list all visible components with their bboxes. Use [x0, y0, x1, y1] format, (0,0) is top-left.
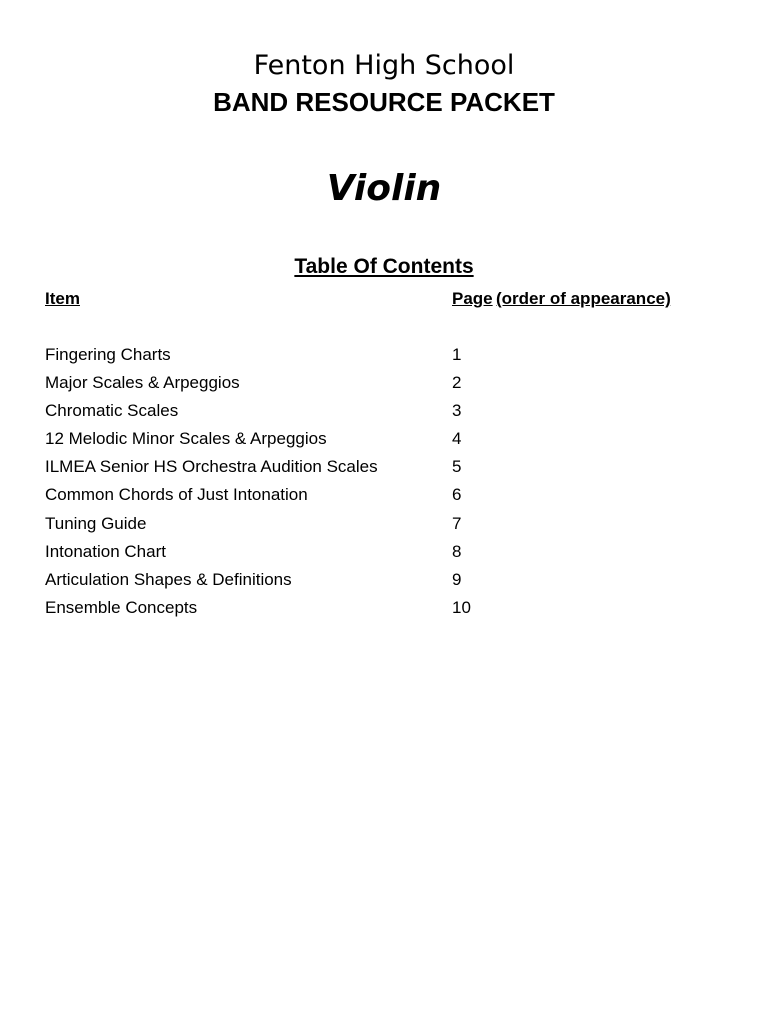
toc-entry-name: 12 Melodic Minor Scales & Arpeggios	[45, 429, 327, 449]
toc-entry	[0, 511, 768, 539]
toc-entry	[0, 398, 768, 426]
toc-entry-name: Ensemble Concepts	[45, 597, 198, 617]
toc-entry	[0, 370, 768, 398]
toc-entry-name: Major Scales & Arpeggios	[45, 373, 240, 393]
toc-entry-name: ILMEA Senior HS Orchestra Audition Scales	[45, 457, 378, 477]
toc-entry-name: Fingering Charts	[45, 345, 171, 364]
toc-entry-page: 4	[452, 429, 462, 449]
toc-entry	[0, 595, 768, 623]
toc-list	[0, 342, 768, 623]
toc-entry-page: 5	[452, 457, 462, 477]
page-column-header: Page	[452, 289, 493, 308]
item-column-header: Item	[45, 289, 80, 308]
toc-entry	[0, 482, 768, 510]
toc-entry	[0, 342, 768, 370]
toc-heading: Table Of Contents	[294, 255, 474, 278]
instrument-title: Violin	[326, 168, 442, 209]
toc-entry-page: 3	[452, 401, 462, 421]
toc-entry-name: Common Chords of Just Intonation	[45, 485, 308, 505]
toc-entry	[0, 539, 768, 567]
toc-entry	[0, 426, 768, 454]
toc-entry-page: 2	[452, 373, 462, 393]
order-column-note: (order of appearance)	[496, 289, 671, 308]
toc-entry	[0, 454, 768, 482]
toc-entry-page: 8	[452, 541, 462, 561]
toc-entry-name: Intonation Chart	[45, 541, 166, 561]
toc-entry-page: 1	[452, 345, 462, 364]
toc-entry-page: 6	[452, 485, 462, 505]
toc-entry-page: 9	[452, 569, 462, 589]
toc-entry-name: Tuning Guide	[45, 513, 147, 533]
toc-entry-name: Articulation Shapes & Definitions	[45, 569, 292, 589]
toc-entry-name: Chromatic Scales	[45, 401, 179, 421]
toc-entry	[0, 567, 768, 595]
school-name: Fenton High School	[253, 50, 515, 81]
packet-title: BAND RESOURCE PACKET	[213, 87, 555, 117]
toc-entry-page: 10	[452, 597, 471, 617]
toc-entry-page: 7	[452, 513, 462, 533]
